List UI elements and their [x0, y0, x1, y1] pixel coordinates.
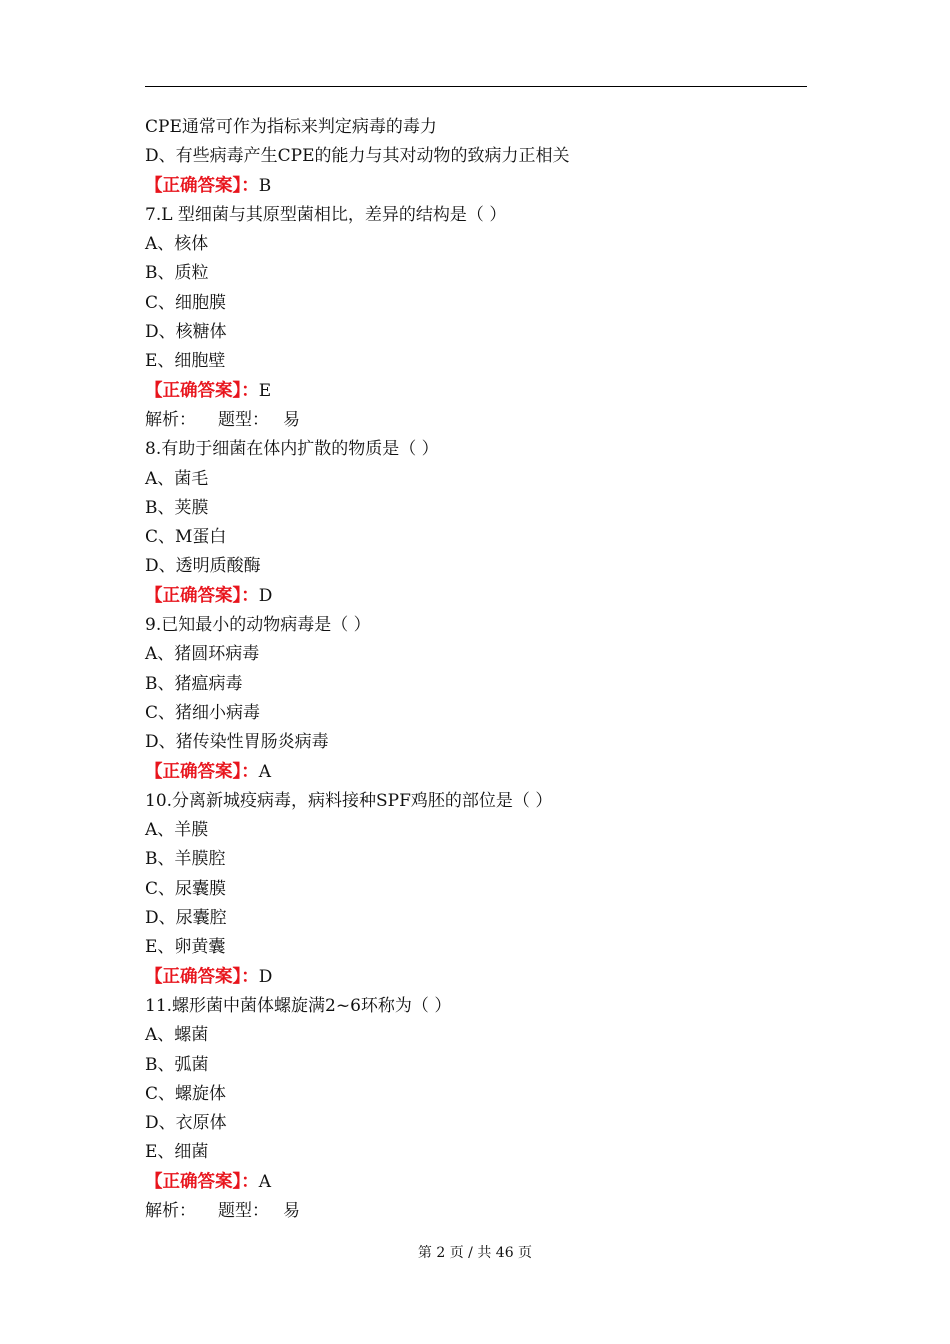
text-line: D、核糖体 [145, 322, 227, 343]
difficulty-value: 易 [283, 409, 300, 430]
text-line: C、尿囊膜 [145, 878, 227, 899]
text-line: A、羊膜 [145, 820, 209, 841]
answer-line [145, 172, 805, 201]
page-footer: 第 2 页 / 共 46 页 [417, 1245, 533, 1261]
text-line: 8.有助于细菌在体内扩散的物质是（ ） [145, 439, 439, 460]
text-line: E、细胞壁 [145, 351, 226, 372]
text-line: D、衣原体 [145, 1113, 227, 1134]
analysis-line [145, 406, 805, 435]
answer-value: E [258, 380, 272, 401]
answer-line [145, 963, 805, 992]
text-line: B、羊膜腔 [145, 849, 226, 870]
text-line: D、猪传染性胃肠炎病毒 [145, 732, 329, 753]
document-body [145, 113, 805, 1226]
answer-line [145, 758, 805, 787]
text-line: A、螺菌 [145, 1025, 209, 1046]
answer-value: A [258, 761, 272, 782]
analysis-label: 解析： [145, 1200, 196, 1221]
text-line: C、细胞膜 [145, 292, 227, 313]
answer-line [145, 377, 805, 406]
analysis-line [145, 1197, 805, 1226]
answer-value: D [258, 966, 273, 987]
text-line: D、有些病毒产生CPE的能力与其对动物的致病力正相关 [145, 146, 570, 167]
answer-label: 【正确答案】： [145, 585, 259, 606]
question-type-label: 题型： [218, 409, 269, 430]
answer-label: 【正确答案】： [145, 1171, 259, 1192]
text-line: 11.螺形菌中菌体螺旋满2~6环称为（ ） [145, 995, 452, 1016]
text-line: E、细菌 [145, 1142, 209, 1163]
text-line: 9.已知最小的动物病毒是（ ） [145, 615, 371, 636]
answer-value: A [258, 1171, 272, 1192]
text-line: D、透明质酸酶 [145, 556, 261, 577]
header-rule [145, 86, 807, 87]
answer-value: B [258, 175, 272, 196]
answer-label: 【正确答案】： [145, 761, 259, 782]
answer-label: 【正确答案】： [145, 380, 259, 401]
text-line: B、猪瘟病毒 [145, 673, 243, 694]
text-line: 10.分离新城疫病毒，病料接种SPF鸡胚的部位是（ ） [145, 790, 553, 811]
text-line: C、螺旋体 [145, 1083, 227, 1104]
text-line: E、卵黄囊 [145, 937, 226, 958]
text-line: C、猪细小病毒 [145, 702, 261, 723]
text-line: A、核体 [145, 234, 209, 255]
difficulty-value: 易 [283, 1200, 300, 1221]
text-line: 7.L 型细菌与其原型菌相比，差异的结构是（ ） [145, 204, 507, 225]
text-line: C、M蛋白 [145, 527, 227, 548]
question-type-label: 题型： [218, 1200, 269, 1221]
text-line: A、菌毛 [145, 468, 209, 489]
text-line: B、弧菌 [145, 1054, 209, 1075]
answer-label: 【正确答案】： [145, 966, 259, 987]
analysis-label: 解析： [145, 409, 196, 430]
answer-value: D [258, 585, 273, 606]
answer-line [145, 582, 805, 611]
answer-line [145, 1168, 805, 1197]
text-line: CPE通常可作为指标来判定病毒的毒力 [145, 117, 437, 137]
answer-label: 【正确答案】： [145, 175, 259, 196]
text-line: D、尿囊腔 [145, 908, 227, 929]
text-line: B、质粒 [145, 263, 209, 284]
text-line: A、猪圆环病毒 [145, 644, 260, 665]
text-line: B、荚膜 [145, 497, 209, 518]
